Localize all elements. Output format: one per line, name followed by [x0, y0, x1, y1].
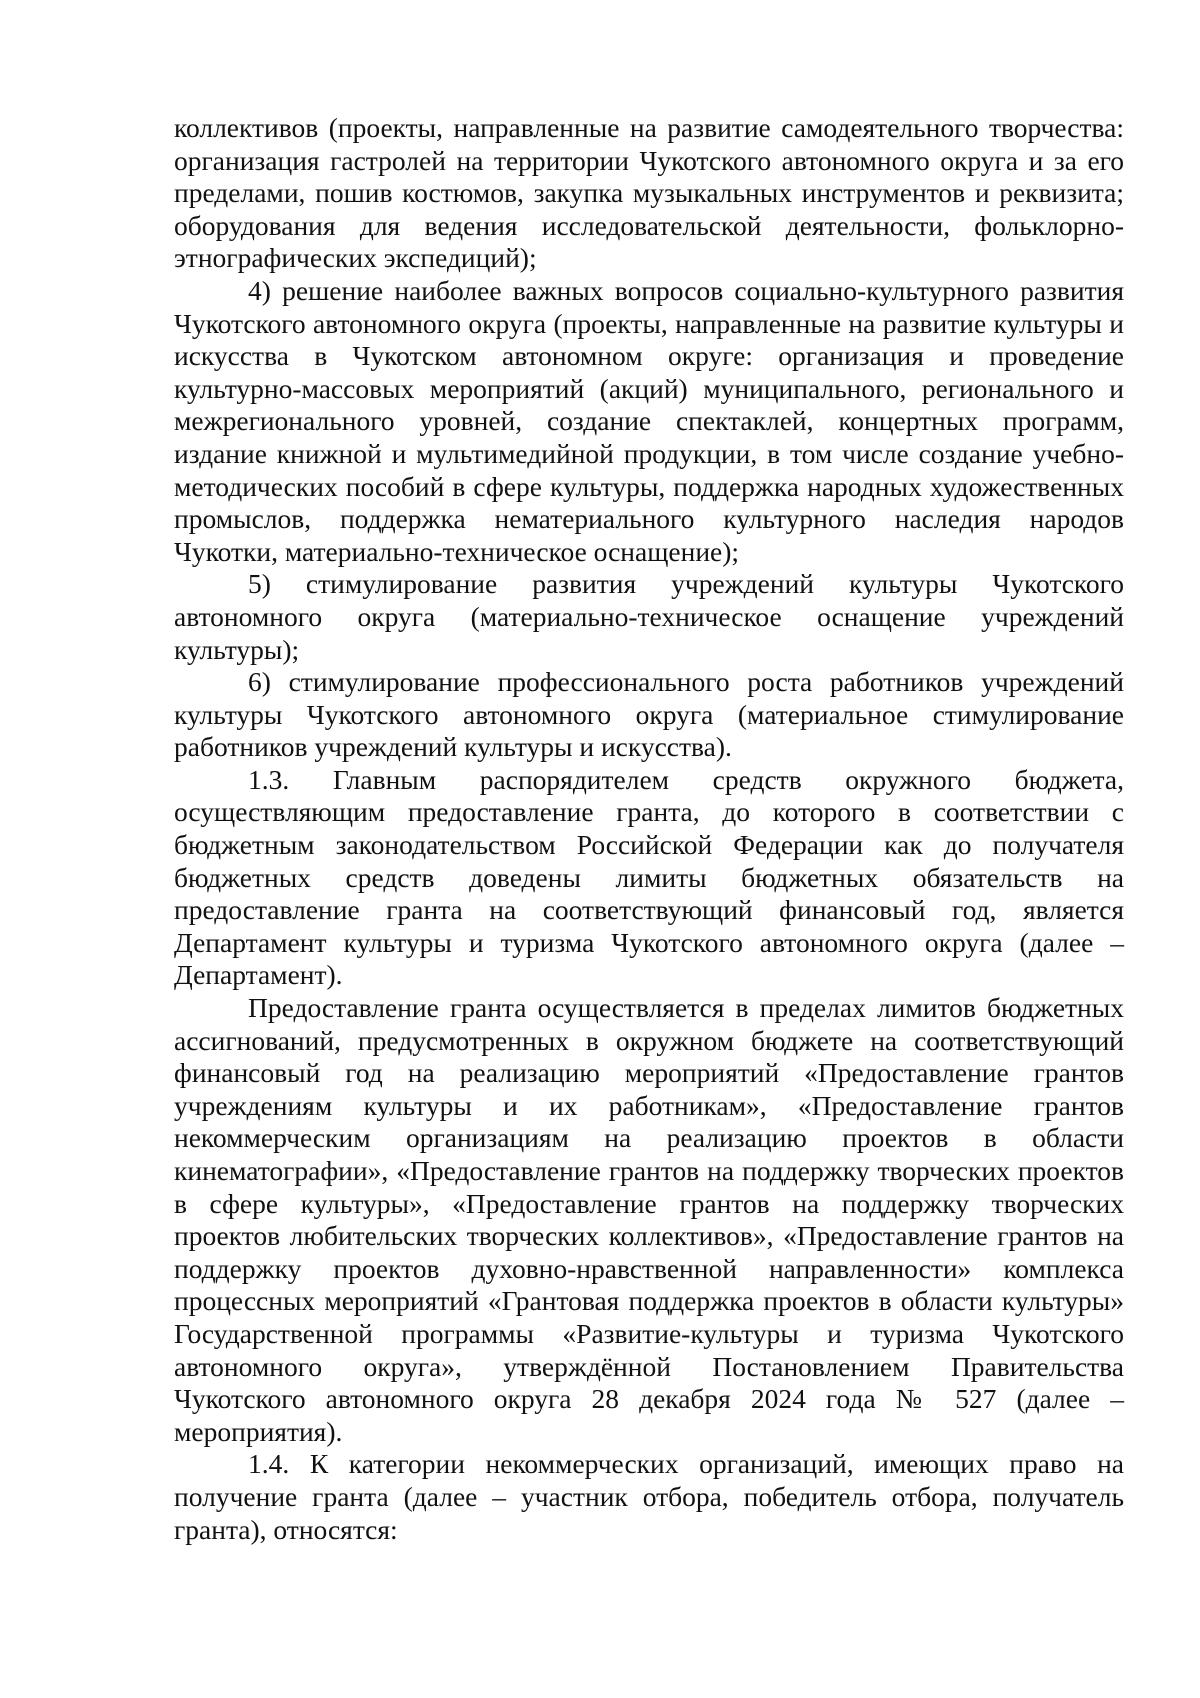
- paragraph-item-6: 6) стимулирование профессионального роста работников учреждений культуры Чукотского автономного округа (материальное стимулирование работников учреждений культуры и искусства).: [174, 666, 1124, 763]
- paragraph-continuation-collectives: коллективов (проекты, направленные на развитие самодеятельного творчества: организация гастролей на территории Чукотского автономного округа и за его пределами, пошив костюмов, закупка музыкальных инструментов и реквизита; оборудования для ведения исследовательской деятельности, фольклорно-этнографических экспедиций);: [174, 112, 1124, 274]
- paragraph-item-5: 5) стимулирование развития учреждений культуры Чукотского автономного округа (материально-техническое оснащение учреждений культуры);: [174, 568, 1124, 665]
- paragraph-section-1-4: 1.4. К категории некоммерческих организаций, имеющих право на получение гранта (далее – участник отбора, победитель отбора, получатель гранта), относятся:: [174, 1448, 1124, 1545]
- document-page: [174, 112, 1124, 1546]
- paragraph-section-1-3: 1.3. Главным распорядителем средств окружного бюджета, осуществляющим предоставление гранта, до которого в соответствии с бюджетным законодательством Российской Федерации как до получателя бюджетных средств доведены лимиты бюджетных обязательств на предоставление гранта на соответствующий финансовый год, является Департамент культуры и туризма Чукотского автономного округа (далее – Департамент).: [174, 763, 1124, 991]
- paragraph-item-4: 4) решение наиболее важных вопросов социально-культурного развития Чукотского автономного округа (проекты, направленные на развитие культуры и искусства в Чукотском автономном округе: организация и проведение культурно-массовых мероприятий (акций) муниципального, регионального и межрегионального уровней, создание спектаклей, концертных программ, издание книжной и мультимедийной продукции, в том числе создание учебно-методических пособий в сфере культуры, поддержка народных художественных промыслов, поддержка нематериального культурного наследия народов Чукотки, материально-техническое оснащение);: [174, 274, 1124, 567]
- paragraph-grant-provision: Предоставление гранта осуществляется в пределах лимитов бюджетных ассигнований, предусмотренных в окружном бюджете на соответствующий финансовый год на реализацию мероприятий «Предоставление грантов учреждениям культуры и их работникам», «Предоставление грантов некоммерческим организациям на реализацию проектов в области кинематографии», «Предоставление грантов на поддержку творческих проектов в сфере культуры», «Предоставление грантов на поддержку творческих проектов любительских творческих коллективов», «Предоставление грантов на поддержку проектов духовно-нравственной направленности» комплекса процессных мероприятий «Грантовая поддержка проектов в области культуры» Государственной программы «Развитие-культуры и туризма Чукотского автономного округа», утверждённой Постановлением Правительства Чукотского автономного округа 28 декабря 2024 года № 527 (далее – мероприятия).: [174, 992, 1124, 1447]
